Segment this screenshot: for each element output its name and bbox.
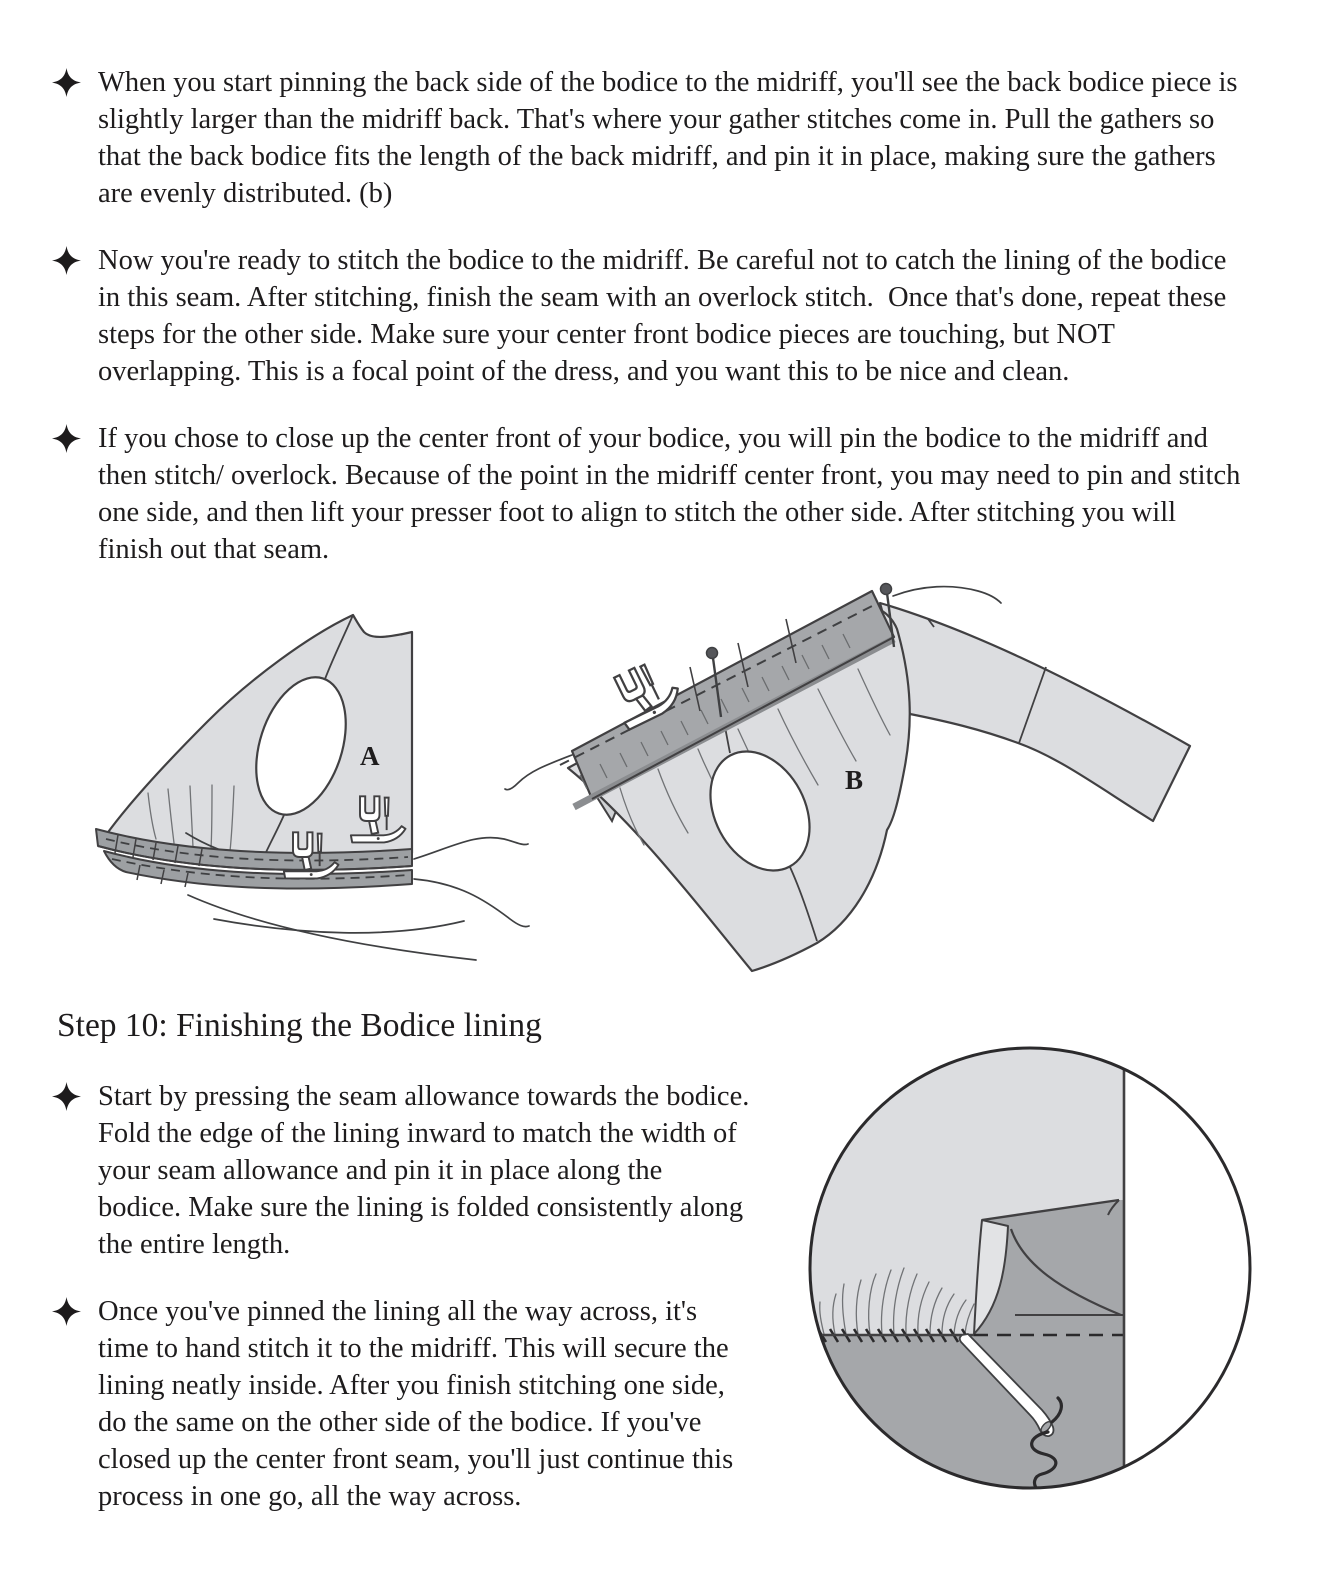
thread-line <box>414 879 529 927</box>
diagram-label-a: A <box>360 741 380 771</box>
star-bullet-icon <box>52 68 81 97</box>
section-heading: Step 10: Finishing the Bodice lining <box>57 1007 542 1044</box>
diagram-label-b: B <box>845 765 864 795</box>
bullet-item <box>52 1293 752 1515</box>
bullet-text: If you chose to close up the center front of your bodice, you will pin the bodice to the midriff and then stitch/ overlock. Because of the point in the midriff center front, you may need to pin and stitch one side, and then lift your presser foot to align to stitch the other side. After stitching you will finish out that seam. <box>98 423 1241 565</box>
bullet-item <box>52 64 1248 212</box>
intro-bullet-list <box>52 64 1248 568</box>
bullet-text: Start by pressing the seam allowance towards the bodice. Fold the edge of the lining inward to match the width of your seam allowance and pin it in place along the bodice. Make sure the lining is folded consistently along the entire length. <box>98 1081 750 1260</box>
star-bullet-icon <box>52 424 81 453</box>
diagram-hand-stitch-detail <box>790 1038 1260 1508</box>
thread-line <box>214 919 464 933</box>
diagram-a <box>96 615 529 960</box>
thread-line <box>505 755 572 790</box>
thread-line <box>414 838 528 859</box>
strap-piece-b <box>880 603 1190 821</box>
bullet-text: Once you've pinned the lining all the way across, it's time to hand stitch it to the midriff. This will secure the lining neatly inside. After you finish stitching one side, do the same on the other side of the bodice. If you've closed up the center front seam, you'll just continue this process in one go, all the way across. <box>98 1296 734 1512</box>
lining-bullet-list <box>52 1078 752 1515</box>
bullet-item <box>52 420 1248 568</box>
thread-line <box>893 587 1001 603</box>
star-bullet-icon <box>52 246 81 275</box>
diagram-b <box>505 584 1190 972</box>
bullet-text: Now you're ready to stitch the bodice to the midriff. Be careful not to catch the lining of the bodice in this seam. After stitching, finish the seam with an overlock stitch. Once that's done, repeat these steps for the other side. Make sure your center front bodice pieces are touching, but NOT overlapping. This is a focal point of the dress, and you want this to be nice and clean. <box>98 245 1227 387</box>
star-bullet-icon <box>52 1297 81 1326</box>
star-bullet-icon <box>52 1082 81 1111</box>
bullet-item <box>52 1078 752 1263</box>
bullet-text: When you start pinning the back side of the bodice to the midriff, you'll see the back bodice piece is slightly larger than the midriff back. That's where your gather stitches come in. Pull the gathers so that the back bodice fits the length of the back midriff, and pin it in place, making sure the gathers are evenly distributed. (b) <box>98 67 1238 209</box>
bullet-item <box>52 242 1248 390</box>
diagram-bodice-to-midriff <box>60 583 1270 983</box>
